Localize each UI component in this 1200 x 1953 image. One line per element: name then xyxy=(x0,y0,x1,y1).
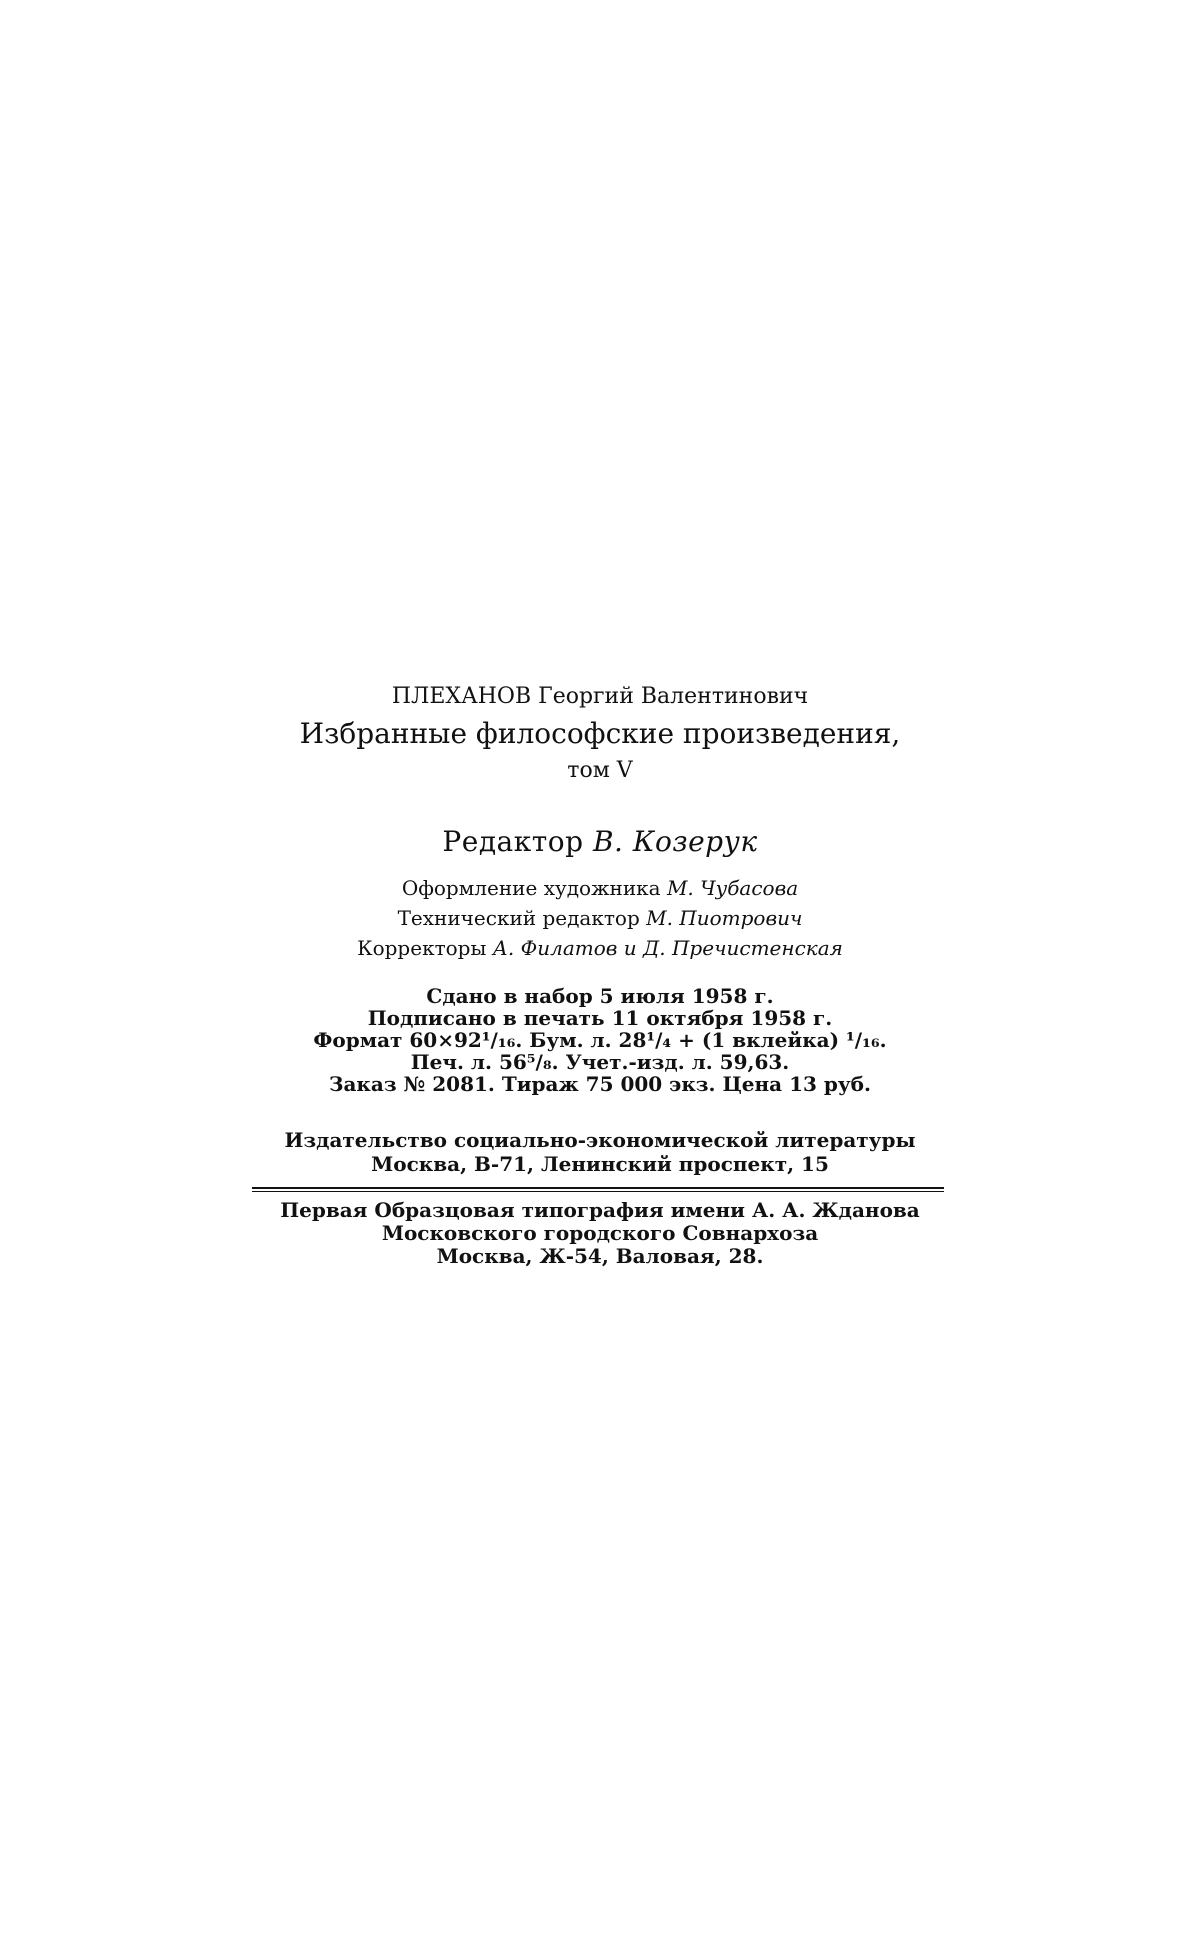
signed-to-print-date: Подписано в печать 11 октября 1958 г. xyxy=(367,1006,833,1030)
editor-credit xyxy=(0,825,1200,858)
format-info: Формат 60×92¹/₁₆. Бум. л. 28¹/₄ + (1 вклейка) ¹/₁₆. xyxy=(313,1028,887,1052)
proofreaders-credit xyxy=(0,938,1200,958)
printer-address: Москва, Ж-54, Валовая, 28. xyxy=(436,1244,764,1268)
divider-line xyxy=(252,1187,944,1189)
technical-editor-credit xyxy=(0,908,1200,928)
credit-name: А. Филатов и Д. Пречистенская xyxy=(492,936,843,960)
design-credit xyxy=(0,878,1200,898)
credit-label: Корректоры xyxy=(357,936,487,960)
editor-label: Редактор xyxy=(442,825,584,858)
publisher-address: Москва, В-71, Ленинский проспект, 15 xyxy=(371,1152,829,1176)
credit-label: Технический редактор xyxy=(397,906,640,930)
credit-label: Оформление художника xyxy=(401,876,661,900)
typeset-date: Сдано в набор 5 июля 1958 г. xyxy=(426,984,774,1008)
publisher-name: Издательство социально-экономической литературы xyxy=(284,1128,916,1152)
credit-name: М. Чубасова xyxy=(666,876,799,900)
divider-line-thin xyxy=(252,1191,944,1192)
order-info: Заказ № 2081. Тираж 75 000 экз. Цена 13 руб. xyxy=(329,1072,871,1096)
printer-name: Первая Образцовая типография имени А. А. Жданова xyxy=(280,1198,920,1222)
printer-owner: Московского городского Совнархоза xyxy=(381,1221,819,1245)
book-title: Избранные философские произведения, xyxy=(299,717,901,750)
sheets-info: Печ. л. 56⁵/₈. Учет.-изд. л. 59,63. xyxy=(410,1050,790,1074)
credit-name: М. Пиотрович xyxy=(646,906,803,930)
book-volume: том V xyxy=(567,758,633,783)
editor-name: В. Козерук xyxy=(592,825,758,858)
book-author: ПЛЕХАНОВ Георгий Валентинович xyxy=(391,684,809,709)
